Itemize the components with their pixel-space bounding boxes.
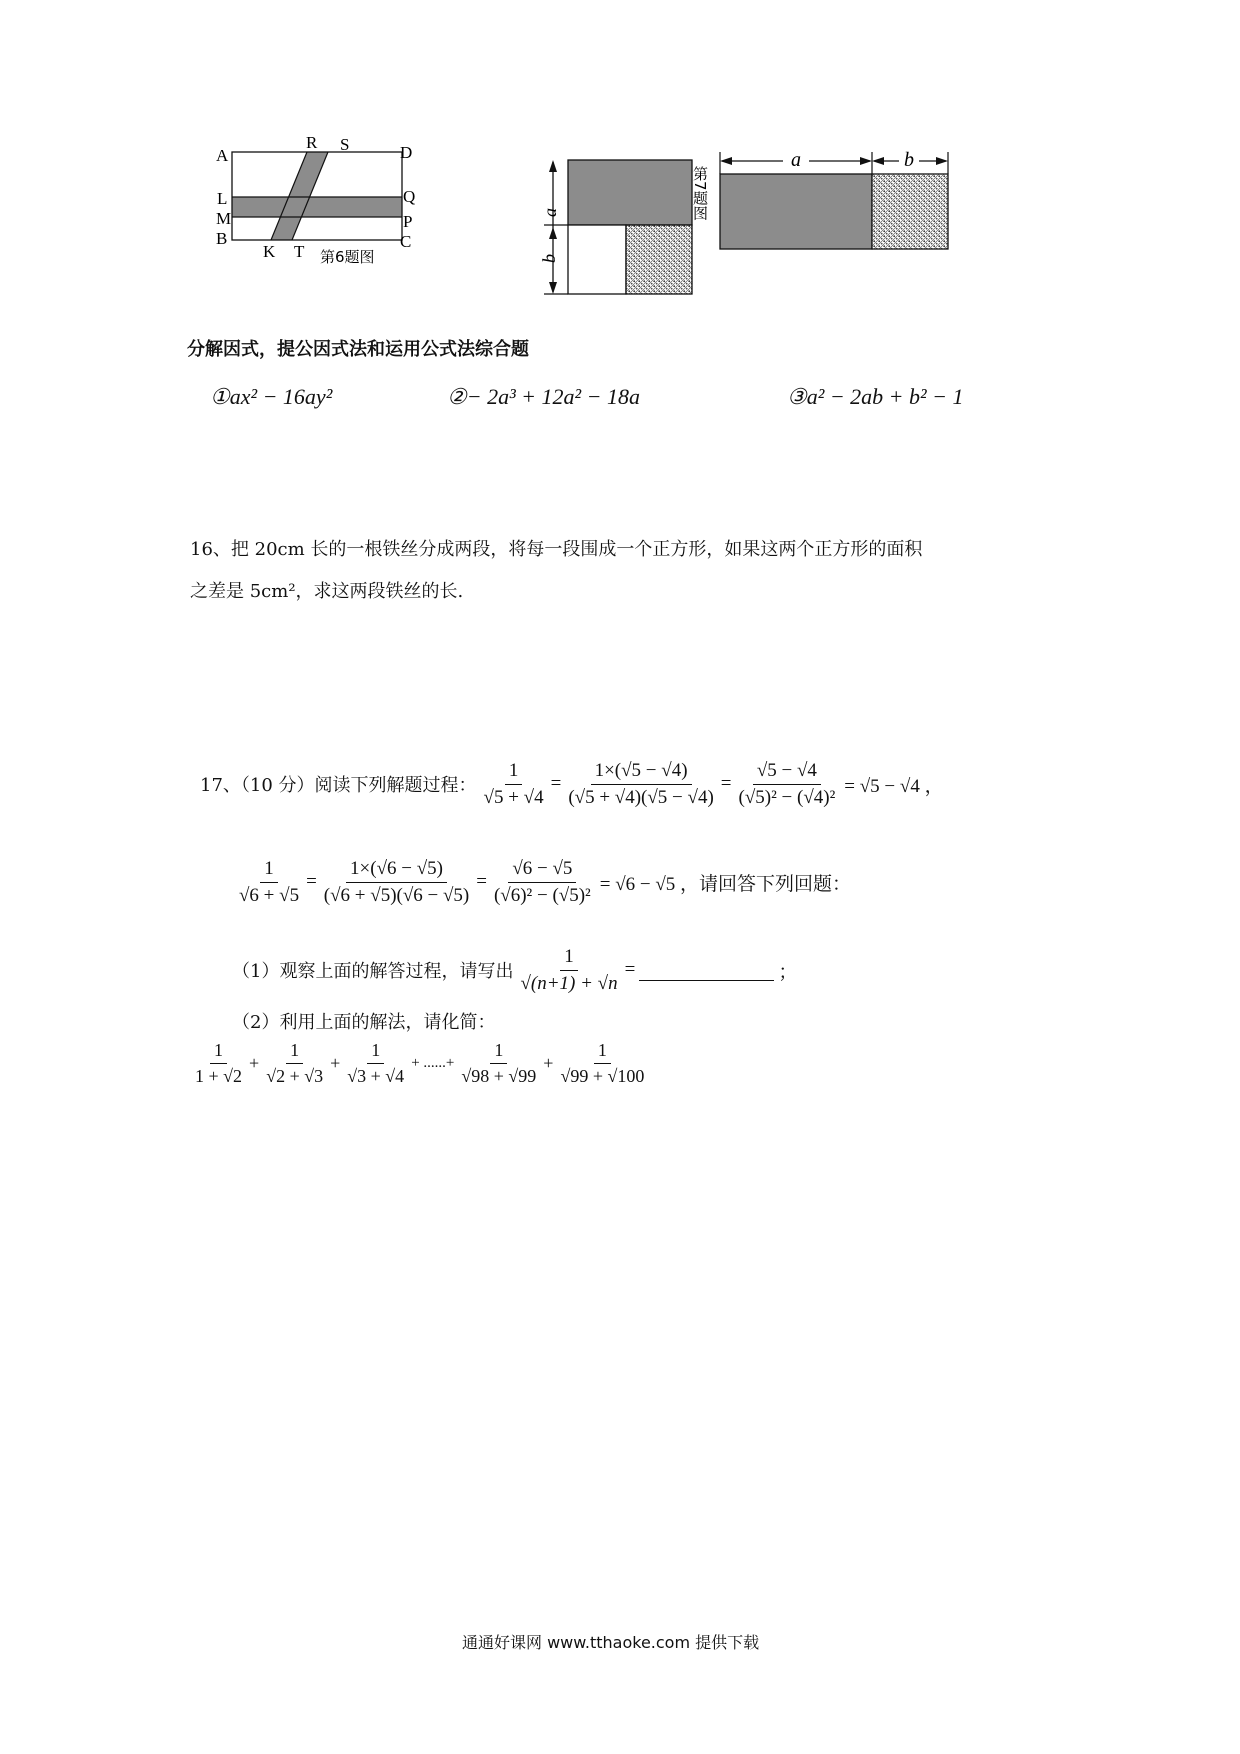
eq2-frac-3 [490,858,595,907]
eq2-frac-2 [320,858,473,907]
eq1-frac-3 [735,760,840,809]
point-S: S [340,135,350,154]
band-horizontal [232,197,402,217]
point-M: M [216,209,232,228]
point-Q: Q [403,187,416,206]
label-b-left: b [539,254,559,263]
sum-term-2 [262,1040,327,1086]
sum-t5-den: √99 + √100 [560,1065,645,1086]
eq2-f2-num: 1×(√6 − √5) [346,858,447,883]
sum-dots: + ......+ [411,1054,455,1071]
point-D: D [400,143,413,162]
point-K: K [263,242,276,261]
part2-text: （2）利用上面的解法，请化简： [232,1012,496,1033]
eq2-result: = √6 − √5 ，请回答下列回题： [599,873,852,895]
q17-eq1-row: 17、（10 分）阅读下列解题过程： $\frac{1}{√5 + √4}$ = $\frac{1\times(√5 - √4)}{(√5 + √4)(√5 - √4)}$ = $\frac{√5 - √4}{\text{(√5)² − (√4)²}}$ = √5 − √4 ， [200,760,944,808]
eq1-f1-num: 1 [505,760,523,785]
q16-line-1: 16、把 20cm 长的一根铁丝分成两段，将每一段围成一个正方形，如果这两个正方形的面积 [190,539,923,560]
part1-num: 1 [560,946,578,971]
point-B: B [216,229,228,248]
sum-term-4 [457,1040,540,1086]
sum-t3-num: 1 [367,1040,384,1064]
sum-t5-num: 1 [594,1040,611,1064]
label-a-top: a [791,150,801,171]
eq2-f3-num: √6 − √5 [508,858,576,883]
eq1-f2-den: (√5 + √4)(√5 − √4) [568,786,714,808]
sum-t2-den: √2 + √3 [266,1065,324,1086]
sum-term-1 [191,1040,246,1086]
eq1-result: = √5 − √4 ， [844,775,944,797]
eq1-frac-2 [564,760,717,809]
eq1-f1-den: √5 + √4 [483,786,544,808]
point-A: A [216,146,229,165]
point-T: T [294,242,305,261]
fig7-caption: 第7题图 [691,166,709,221]
part1-prefix: （1）观察上面的解答过程，请写出 [232,961,514,983]
fig6-caption: 第6题图 [320,248,375,266]
band-slanted [271,152,328,240]
q17-sum-row: $\frac{1}{1 + √2}$ + $\frac{1}{√2 + √3}$ + $\frac{1}{√3 + √4}$ + ......+ $\frac{1}{√98 + √99}$ + $\frac{1}{√99 + √100}$ [188,1040,651,1086]
figure-6 [210,130,430,270]
answer-blank[interactable] [639,960,774,981]
eq1-f2-num: 1×(√5 − √4) [591,760,692,785]
eq1-frac-1 [480,760,548,809]
left-square-bottom-white [568,225,626,294]
left-square-top [568,160,692,225]
q16-line-2: 之差是 5cm²，求这两段铁丝的长. [190,581,464,602]
q17-part1-row: （1）观察上面的解答过程，请写出 $\frac{1}{√(n+1) + √n}$ = ； [232,946,798,994]
eq2-f3-den: (√6)² − (√5)² [493,884,591,906]
point-P: P [403,212,413,231]
figure-7 [528,150,978,305]
sum-term-5 [556,1040,648,1086]
part1-frac [516,946,621,995]
factor-item-1: ①ax² − 16ay² [210,384,333,409]
eq2-frac-1 [235,858,303,907]
right-rect-hatched [872,174,948,249]
sum-t1-num: 1 [210,1040,227,1064]
eq2-f1-den: √6 + √5 [239,884,300,906]
sum-term-3 [343,1040,408,1086]
eq2-f2-den: (√6 + √5)(√6 − √5) [323,884,470,906]
part1-den: √(n+1) + √n [520,972,618,994]
eq1-f3-den: (√5)² − (√4)² [738,786,836,808]
eq2-f1-num: 1 [260,858,278,883]
section-heading: 分解因式，提公因式法和运用公式法综合题 [187,339,529,360]
q17-eq2-row: $\frac{1}{√6 + √5}$ = $\frac{1\times(√6 - √5)}{(√6 + √5)(√6 - √5)}$ = $\frac{√6 - √5}{\text{(√6)² − (√5)²}}$ = √6 − √5 ，请回答下列回题： [232,858,851,907]
factor-item-2: ②− 2a³ + 12a² − 18a [447,384,640,409]
point-C: C [400,232,412,251]
sum-t1-den: 1 + √2 [195,1065,243,1086]
point-R: R [306,133,318,152]
sum-t2-num: 1 [286,1040,303,1064]
footer-text: 通通好课网 www.tthaoke.com 提供下载 [462,1633,760,1652]
left-square-hatched [626,225,692,294]
part1-suffix: ； [778,961,798,983]
eq1-f3-num: √5 − √4 [753,760,821,785]
sum-t3-den: √3 + √4 [347,1065,405,1086]
label-b-top: b [904,150,914,171]
point-L: L [217,189,228,208]
sum-t4-num: 1 [490,1040,507,1064]
q17-intro: 17、（10 分）阅读下列解题过程： [200,775,477,797]
label-a-left: a [540,208,560,217]
sum-t4-den: √98 + √99 [461,1065,537,1086]
right-rect-gray [720,174,872,249]
factor-item-3: ③a² − 2ab + b² − 1 [787,384,964,409]
